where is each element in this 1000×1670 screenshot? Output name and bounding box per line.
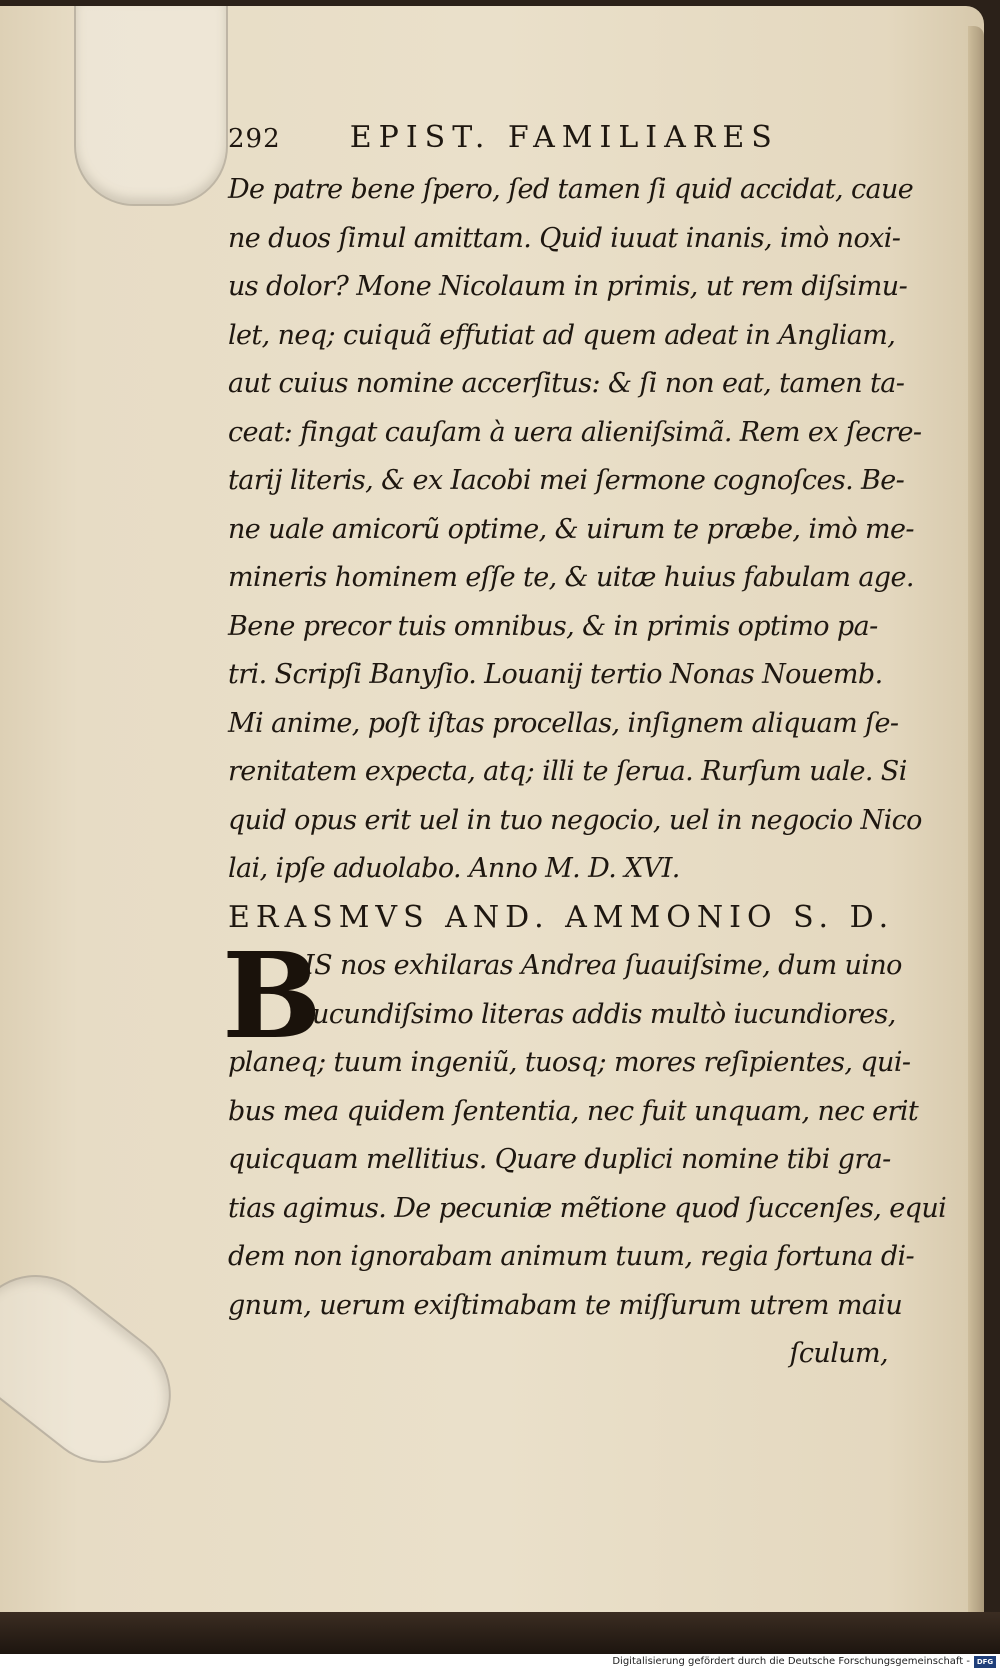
text-line: dem non ignorabam animum tuum, regia fortuna di- bbox=[228, 1241, 915, 1272]
text-line: tias agimus. De pecuniæ mẽtione quod ſuccenſes, equi bbox=[228, 1192, 947, 1224]
text-line: mineris hominem eſſe te, & uitæ huius fabulam age. bbox=[228, 562, 914, 593]
text-line: let, neq; cuiquã effutiat ad quem adeat in Angliam, bbox=[228, 319, 896, 351]
text-line: planeq; tuum ingeniũ, tuosq; mores reſipientes, qui- bbox=[228, 1047, 911, 1078]
text-line: De patre bene ſpero, ſed tamen ſi quid accidat, caue bbox=[228, 174, 914, 205]
running-head bbox=[228, 110, 948, 166]
letter-heading: ERASMVS AND. AMMONIO S. D. bbox=[228, 899, 895, 935]
text-line: gnum, uerum exiſtimabam te miſſurum utrem maiu bbox=[228, 1289, 903, 1321]
text-line: iucundiſsimo literas addis multò iucundiores, bbox=[304, 998, 896, 1030]
book-cover-edge bbox=[0, 1612, 1000, 1654]
text-line: Bene precor tuis omnibus, & in primis optimo pa- bbox=[228, 610, 878, 642]
text-line: renitatem expecta, atq; illi te ſerua. Rurſum uale. Si bbox=[228, 756, 907, 787]
text-line: aut cuius nomine accerſitus: & ſi non eat, tamen ta- bbox=[228, 368, 905, 399]
text-line: tri. Scripſi Banyſio. Louanij tertio Nonas Nouemb. bbox=[228, 659, 883, 690]
catchword: ſculum, bbox=[789, 1338, 888, 1369]
folio-number: 292 bbox=[228, 124, 281, 154]
page-text bbox=[222, 110, 948, 1379]
text-line: quicquam mellitius. Quare duplici nomine tibi gra- bbox=[228, 1144, 891, 1175]
page-holder-top bbox=[74, 6, 228, 206]
text-line: ne duos ſimul amittam. Quid iuuat inanis, imò noxi- bbox=[228, 222, 901, 254]
running-title: EPIST. FAMILIARES bbox=[349, 120, 779, 155]
page-holder-bottom bbox=[0, 1249, 197, 1489]
book-page bbox=[0, 6, 984, 1642]
text-line: tarij literis, & ex Iacobi mei ſermone cognoſces. Be- bbox=[228, 465, 905, 496]
dfg-logo: DFG bbox=[974, 1656, 996, 1668]
text-line: quid opus erit uel in tuo negocio, uel in negocio Nico bbox=[228, 804, 922, 836]
text-line: IS nos exhilaras Andrea ſuauiſsime, dum uino bbox=[304, 950, 902, 981]
page-edge bbox=[968, 26, 984, 1636]
drop-cap-initial: B bbox=[222, 926, 322, 1065]
text-line: lai, ipſe aduolabo. Anno M. D. XVI. bbox=[228, 853, 680, 884]
text-line: Mi anime, poſt iſtas procellas, inſignem aliquam ſe- bbox=[228, 707, 899, 739]
text-line: bus mea quidem ſententia, nec fuit unquam, nec erit bbox=[228, 1095, 919, 1127]
digitization-footer bbox=[0, 1654, 1000, 1670]
footer-credit: Digitalisierung gefördert durch die Deutsche Forschungsgemeinschaft - bbox=[612, 1656, 970, 1667]
text-line: us dolor? Mone Nicolaum in primis, ut rem diſsimu- bbox=[228, 271, 908, 302]
text-line: ne uale amicorũ optime, & uirum te præbe, imò me- bbox=[228, 513, 914, 545]
text-line: ceat: fingat cauſam à uera alieniſsimã. Rem ex ſecre- bbox=[228, 416, 922, 448]
